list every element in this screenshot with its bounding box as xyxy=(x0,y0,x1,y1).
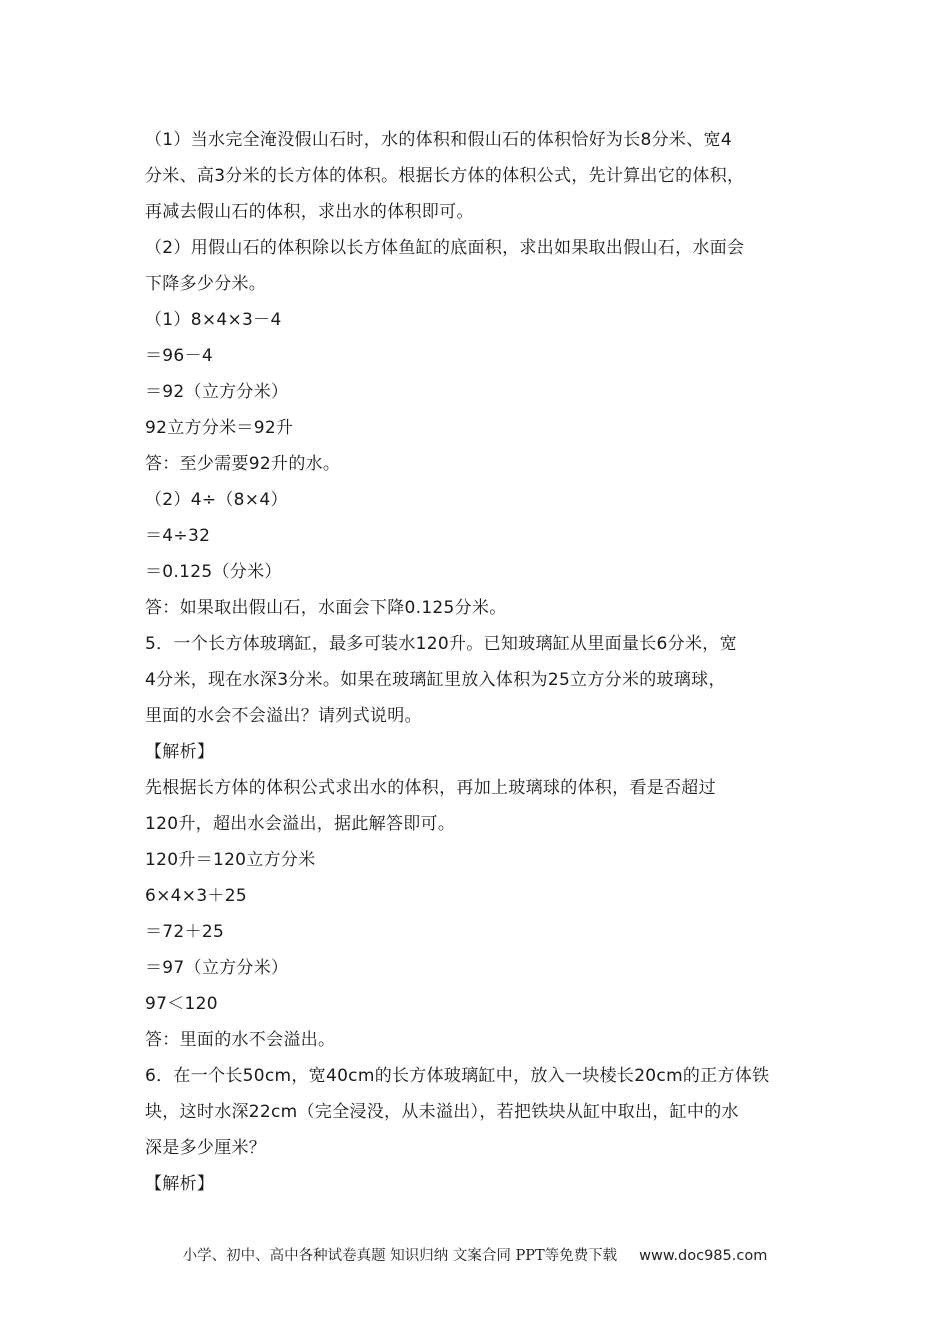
equation-line: ＝96－4 xyxy=(145,346,213,366)
answer-line: 答：里面的水不会溢出。 xyxy=(145,1030,336,1050)
answer-line: 答：至少需要92升的水。 xyxy=(145,454,341,474)
equation-line: 120升＝120立方分米 xyxy=(145,850,316,870)
equation-line: 92立方分米＝92升 xyxy=(145,418,294,438)
text-line: 分米、高3分米的长方体的体积。根据长方体的体积公式，先计算出它的体积， xyxy=(145,166,745,186)
equation-line: ＝97（立方分米） xyxy=(145,958,289,978)
equation-line: （1）8×4×3－4 xyxy=(145,310,282,330)
text-line: 下降多少分米。 xyxy=(145,274,267,294)
question-line: 4分米，现在水深3分米。如果在玻璃缸里放入体积为25立方分米的玻璃球， xyxy=(145,670,726,690)
question-line: 块，这时水深22cm（完全浸没，从未溢出），若把铁块从缸中取出，缸中的水 xyxy=(145,1102,739,1122)
equation-line: 97＜120 xyxy=(145,994,218,1014)
text-line: 120升，超出水会溢出，据此解答即可。 xyxy=(145,814,456,834)
equation-line: ＝4÷32 xyxy=(145,526,211,546)
equation-line: 6×4×3＋25 xyxy=(145,886,247,906)
footer-text: 小学、初中、高中各种试卷真题 知识归纳 文案合同 PPT等免费下载 xyxy=(182,1248,618,1264)
question-line: 深是多少厘米？ xyxy=(145,1138,267,1158)
analysis-heading: 【解析】 xyxy=(145,742,215,762)
footer-url[interactable]: www.doc985.com xyxy=(639,1248,768,1264)
equation-line: ＝72＋25 xyxy=(145,922,225,942)
text-line: 再减去假山石的体积，求出水的体积即可。 xyxy=(145,202,474,222)
equation-line: ＝0.125（分米） xyxy=(145,562,282,582)
equation-line: ＝92（立方分米） xyxy=(145,382,289,402)
answer-line: 答：如果取出假山石，水面会下降0.125分米。 xyxy=(145,598,507,618)
question-line: 5．一个长方体玻璃缸，最多可装水120升。已知玻璃缸从里面量长6分米，宽 xyxy=(145,634,737,654)
document-body xyxy=(145,122,815,1202)
question-line: 6．在一个长50cm，宽40cm的长方体玻璃缸中，放入一块棱长20cm的正方体铁 xyxy=(145,1066,770,1086)
question-line: 里面的水会不会溢出？请列式说明。 xyxy=(145,706,422,726)
text-line: 先根据长方体的体积公式求出水的体积，再加上玻璃球的体积，看是否超过 xyxy=(145,778,716,798)
text-line: （1）当水完全淹没假山石时，水的体积和假山石的体积恰好为长8分米、宽4 xyxy=(145,130,732,150)
text-line: （2）用假山石的体积除以长方体鱼缸的底面积，求出如果取出假山石，水面会 xyxy=(145,238,745,258)
page-footer xyxy=(0,1244,950,1265)
analysis-heading: 【解析】 xyxy=(145,1174,215,1194)
equation-line: （2）4÷（8×4） xyxy=(145,490,288,510)
